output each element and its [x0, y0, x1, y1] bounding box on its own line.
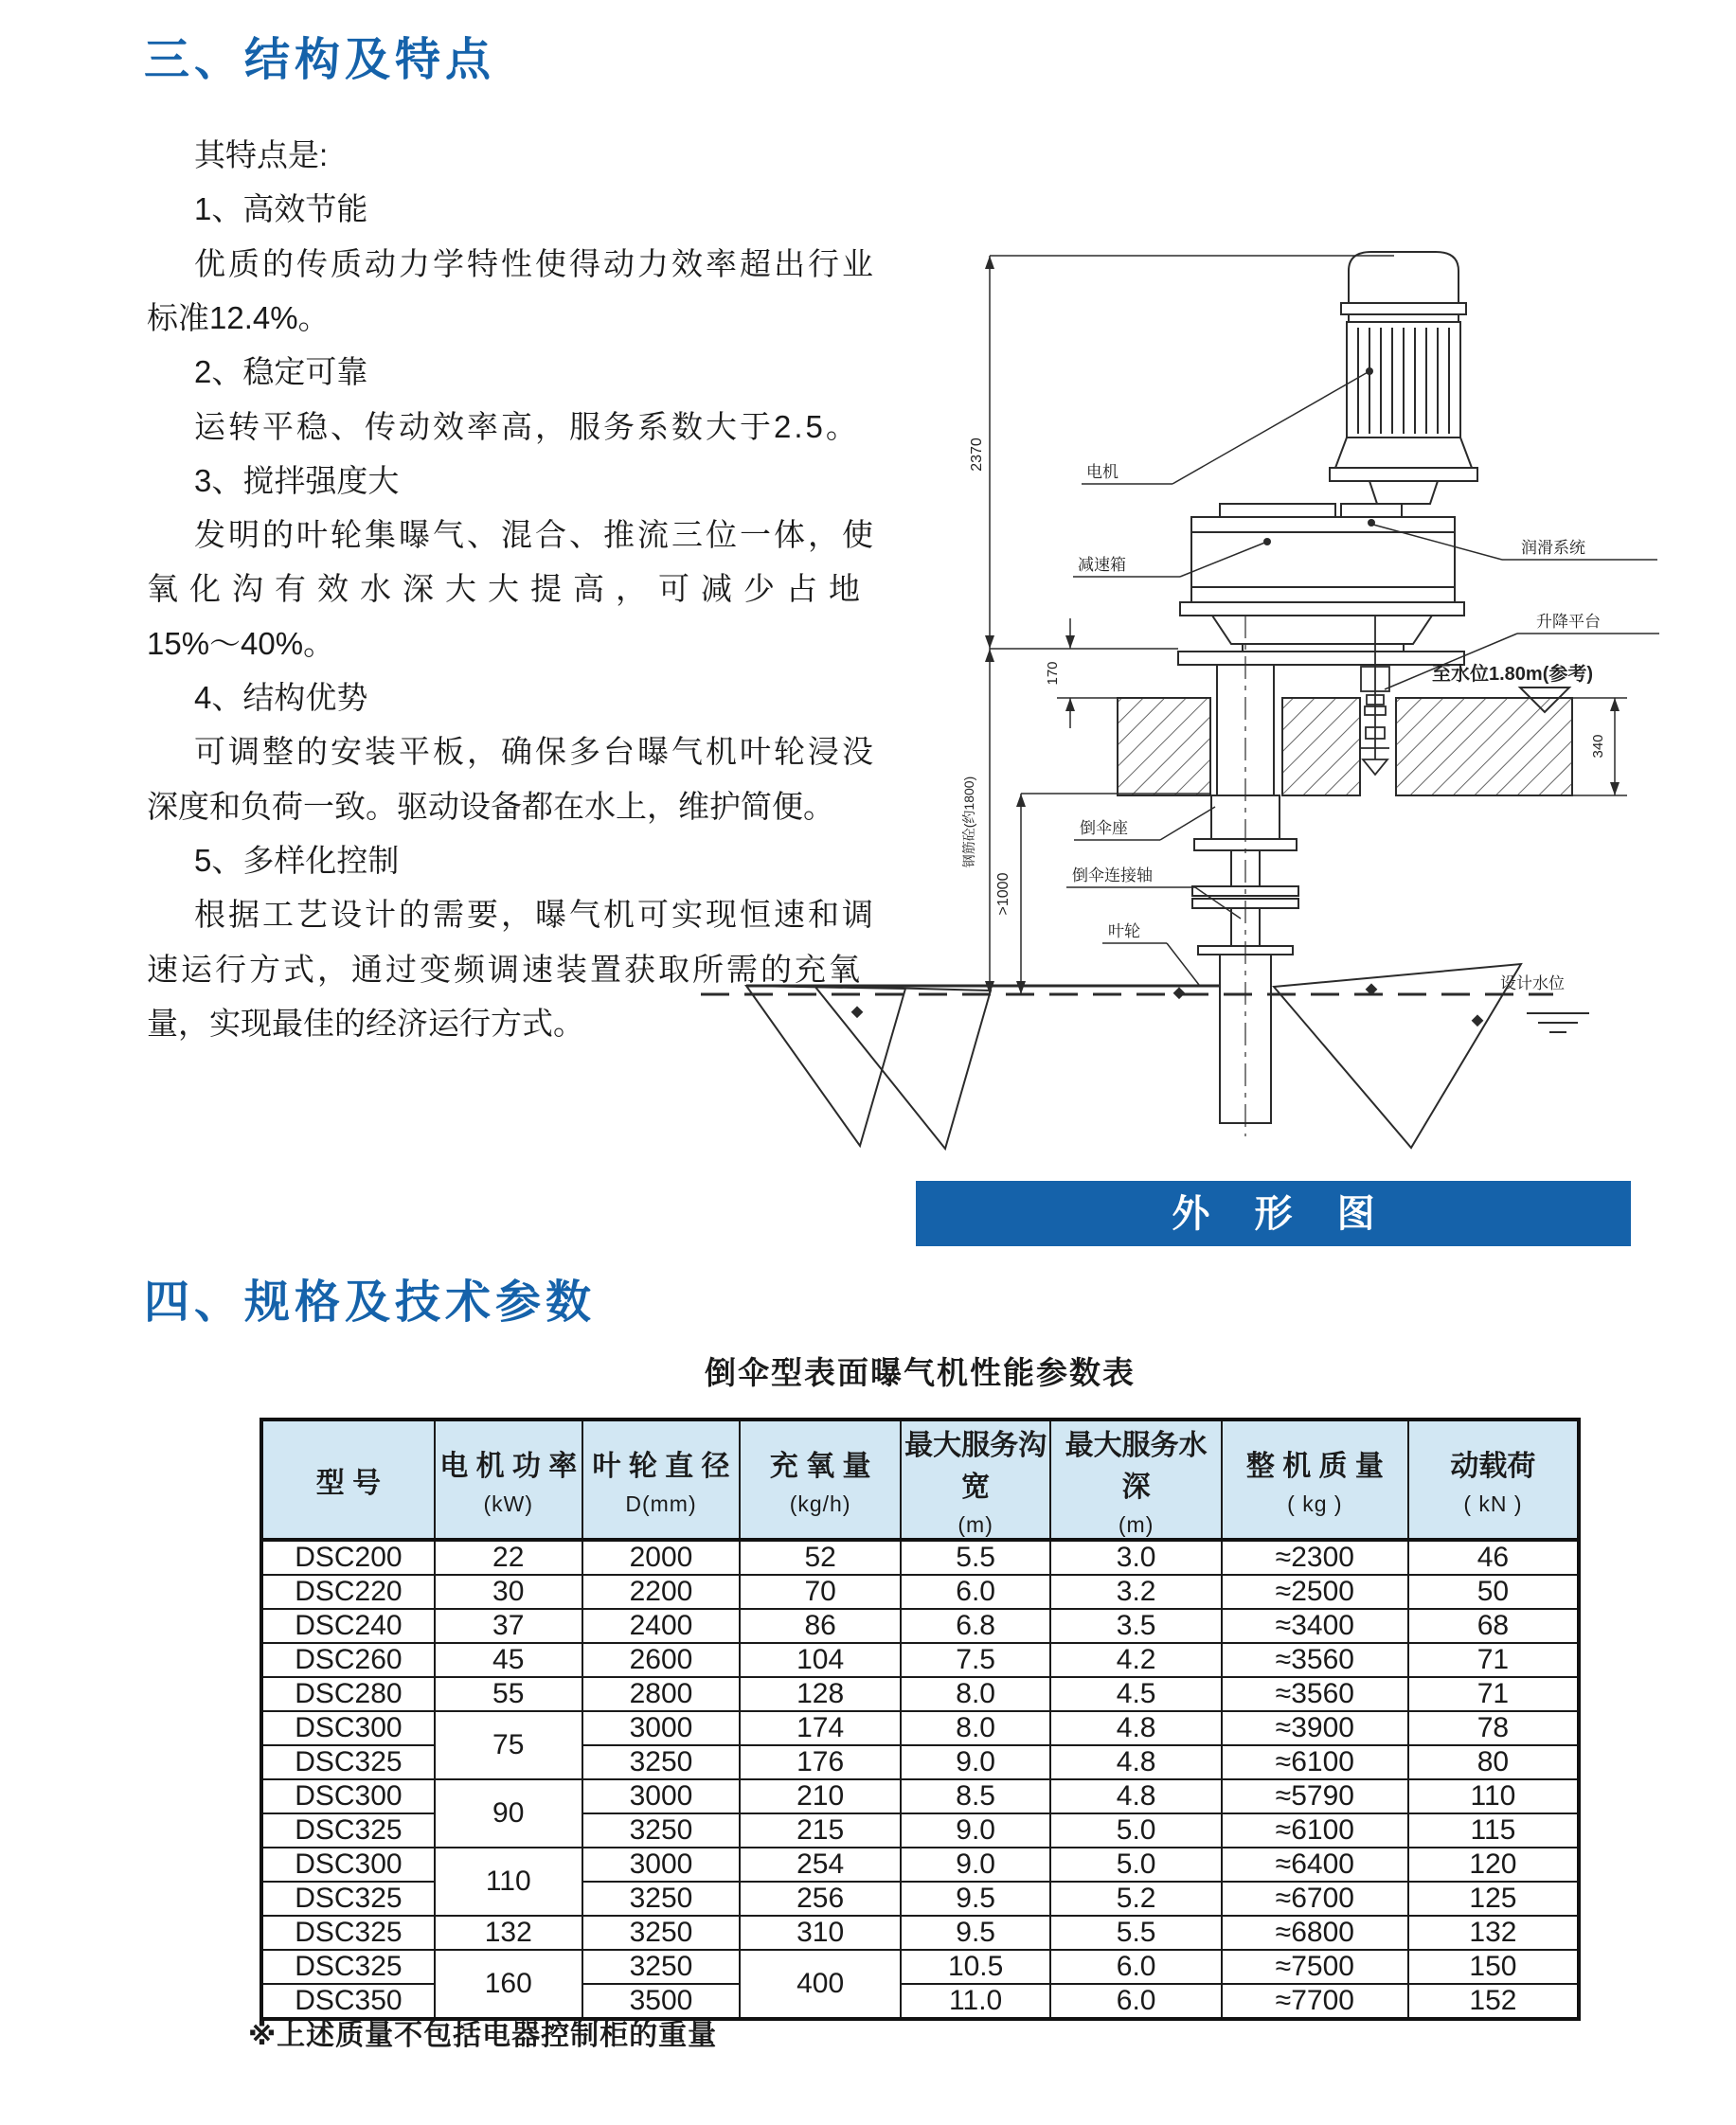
- table-cell: 110: [435, 1848, 582, 1916]
- table-cell: 78: [1408, 1711, 1579, 1745]
- table-cell: 7.5: [901, 1643, 1051, 1677]
- table-cell: 176: [740, 1745, 901, 1779]
- label-umbrella-seat: 倒伞座: [1080, 819, 1128, 837]
- table-cell: DSC300: [261, 1848, 435, 1882]
- table-cell: 86: [740, 1609, 901, 1643]
- table-cell: DSC220: [261, 1575, 435, 1609]
- table-cell: 75: [435, 1711, 582, 1779]
- table-cell: ≈3900: [1222, 1711, 1408, 1745]
- table-cell: 128: [740, 1677, 901, 1711]
- table-cell: 400: [740, 1950, 901, 2019]
- label-lift-platform: 升降平台: [1536, 613, 1601, 631]
- table-cell: 52: [740, 1540, 901, 1575]
- label-motor: 电机: [1086, 463, 1119, 481]
- label-impeller: 叶轮: [1108, 922, 1140, 940]
- table-cell: 50: [1408, 1575, 1579, 1609]
- table-cell: DSC325: [261, 1813, 435, 1848]
- table-cell: 4.8: [1050, 1711, 1222, 1745]
- table-cell: DSC260: [261, 1643, 435, 1677]
- impeller-shape: [746, 964, 1521, 1149]
- table-row: [261, 1950, 1579, 1984]
- table-row: [261, 1848, 1579, 1882]
- feature-text-line: 2、稳定可靠: [194, 354, 368, 390]
- table-cell: 210: [740, 1779, 901, 1813]
- table-cell: ≈6800: [1222, 1916, 1408, 1950]
- table-cell: 3250: [582, 1745, 741, 1779]
- performance-table: [260, 1418, 1581, 2021]
- table-cell: 3000: [582, 1848, 741, 1882]
- table-cell: 5.0: [1050, 1813, 1222, 1848]
- table-cell: 5.5: [1050, 1916, 1222, 1950]
- table-footnote: ※上述质量不包括电器控制柜的重量: [248, 2020, 718, 2051]
- table-cell: 150: [1408, 1950, 1579, 1984]
- lifting-device-shape: [1361, 616, 1389, 775]
- table-cell: 45: [435, 1643, 582, 1677]
- table-row: [261, 1609, 1579, 1643]
- table-cell: 115: [1408, 1813, 1579, 1848]
- concrete-slab-shape: [1118, 698, 1572, 795]
- gearbox-shape: [1178, 504, 1464, 665]
- caption-text: 外 形 图: [1172, 1192, 1392, 1235]
- table-cell: 6.0: [1050, 1984, 1222, 2019]
- table-cell: DSC325: [261, 1950, 435, 1984]
- table-cell: DSC300: [261, 1779, 435, 1813]
- feature-text-line: 1、高效节能: [194, 191, 368, 227]
- table-cell: 160: [435, 1950, 582, 2019]
- table-cell: 132: [1408, 1916, 1579, 1950]
- table-cell: 9.0: [901, 1745, 1051, 1779]
- table-cell: ≈5790: [1222, 1779, 1408, 1813]
- section3-heading: 三、结构及特点: [144, 35, 496, 85]
- table-cell: 3.2: [1050, 1575, 1222, 1609]
- label-to-water-level: 至水位1.80m(参考): [1432, 664, 1594, 685]
- table-cell: 125: [1408, 1882, 1579, 1916]
- table-row: [261, 1643, 1579, 1677]
- table-cell: 2200: [582, 1575, 741, 1609]
- feature-text-line: 标准12.4%。: [147, 299, 330, 335]
- column-header: 动载荷 ( kN ): [1408, 1420, 1579, 1540]
- label-gearbox: 减速箱: [1078, 556, 1126, 574]
- dim-2370: 2370: [969, 438, 985, 472]
- outline-drawing: [663, 170, 1733, 1174]
- table-cell: 2000: [582, 1540, 741, 1575]
- column-header: 整 机 质 量 ( kg ): [1222, 1420, 1408, 1540]
- table-cell: ≈6100: [1222, 1813, 1408, 1848]
- table-cell: 71: [1408, 1643, 1579, 1677]
- label-lubrication: 润滑系统: [1521, 539, 1585, 557]
- table-cell: 215: [740, 1813, 901, 1848]
- table-cell: 30: [435, 1575, 582, 1609]
- table-cell: 8.0: [901, 1677, 1051, 1711]
- column-header: 最大服务水深 (m): [1050, 1420, 1222, 1540]
- table-cell: DSC200: [261, 1540, 435, 1575]
- table-row: [261, 1779, 1579, 1813]
- table-cell: DSC350: [261, 1984, 435, 2019]
- table-cell: 3250: [582, 1813, 741, 1848]
- dim-170: 170: [1045, 661, 1061, 686]
- table-cell: 8.5: [901, 1779, 1051, 1813]
- table-cell: DSC240: [261, 1609, 435, 1643]
- feature-text-line: 可调整的安装平板，确保多台曝气机叶轮浸没: [194, 734, 876, 770]
- table-cell: 90: [435, 1779, 582, 1848]
- table-cell: 3000: [582, 1711, 741, 1745]
- table-cell: 3250: [582, 1950, 741, 1984]
- table-cell: 120: [1408, 1848, 1579, 1882]
- table-cell: 9.5: [901, 1916, 1051, 1950]
- table-cell: 3250: [582, 1882, 741, 1916]
- table-cell: 9.0: [901, 1813, 1051, 1848]
- table-row: [261, 1916, 1579, 1950]
- table-cell: 70: [740, 1575, 901, 1609]
- table-cell: 3.5: [1050, 1609, 1222, 1643]
- table-cell: 5.2: [1050, 1882, 1222, 1916]
- table-cell: ≈6700: [1222, 1882, 1408, 1916]
- table-header: [261, 1420, 1579, 1540]
- table-cell: 55: [435, 1677, 582, 1711]
- table-cell: ≈3560: [1222, 1643, 1408, 1677]
- feature-text-line: 4、结构优势: [194, 680, 368, 715]
- table-cell: ≈2500: [1222, 1575, 1408, 1609]
- table-cell: DSC325: [261, 1882, 435, 1916]
- column-header: 最大服务沟宽 (m): [901, 1420, 1051, 1540]
- table-cell: 3.0: [1050, 1540, 1222, 1575]
- feature-text-line: 运转平稳、传动效率高，服务系数大于2.5。: [194, 408, 860, 444]
- table-cell: ≈3560: [1222, 1677, 1408, 1711]
- table-cell: 104: [740, 1643, 901, 1677]
- table-cell: 3000: [582, 1779, 741, 1813]
- table-cell: 2600: [582, 1643, 741, 1677]
- table-cell: 10.5: [901, 1950, 1051, 1984]
- table-cell: ≈2300: [1222, 1540, 1408, 1575]
- table-cell: 2800: [582, 1677, 741, 1711]
- table-cell: 8.0: [901, 1711, 1051, 1745]
- table-cell: 5.0: [1050, 1848, 1222, 1882]
- table-cell: 11.0: [901, 1984, 1051, 2019]
- table-cell: 254: [740, 1848, 901, 1882]
- table-cell: 4.8: [1050, 1745, 1222, 1779]
- shaft-shape: [1192, 616, 1298, 1136]
- table-cell: DSC300: [261, 1711, 435, 1745]
- table-cell: ≈7700: [1222, 1984, 1408, 2019]
- feature-text-line: 量，实现最佳的经济运行方式。: [147, 1005, 584, 1041]
- table-cell: 80: [1408, 1745, 1579, 1779]
- table-cell: 68: [1408, 1609, 1579, 1643]
- table-cell: 2400: [582, 1609, 741, 1643]
- table-cell: 6.0: [901, 1575, 1051, 1609]
- feature-text-line: 其特点是:: [194, 137, 329, 172]
- feature-text-line: 优质的传质动力学特性使得动力效率超出行业: [194, 245, 876, 281]
- dim-concrete: 钢筋砼(约1800): [961, 776, 976, 868]
- table-cell: 4.2: [1050, 1643, 1222, 1677]
- table-cell: 9.5: [901, 1882, 1051, 1916]
- table-cell: DSC325: [261, 1745, 435, 1779]
- aerator-machine: [701, 252, 1659, 1149]
- table-cell: 256: [740, 1882, 901, 1916]
- table-cell: 22: [435, 1540, 582, 1575]
- table-cell: 110: [1408, 1779, 1579, 1813]
- section4-heading: 四、规格及技术参数: [144, 1277, 597, 1328]
- table-cell: ≈7500: [1222, 1950, 1408, 1984]
- table-cell: 46: [1408, 1540, 1579, 1575]
- table-cell: ≈3400: [1222, 1609, 1408, 1643]
- table-body: [261, 1540, 1579, 2019]
- outline-drawing-caption: [916, 1181, 1631, 1246]
- table-cell: 310: [740, 1916, 901, 1950]
- feature-text-line: 根据工艺设计的需要，曝气机可实现恒速和调: [194, 897, 876, 933]
- table-row: [261, 1677, 1579, 1711]
- table-cell: 6.0: [1050, 1950, 1222, 1984]
- label-design-water-level: 设计水位: [1500, 974, 1565, 992]
- table-cell: 5.5: [901, 1540, 1051, 1575]
- column-header: 型 号: [261, 1420, 435, 1540]
- feature-text-line: 发明的叶轮集曝气、混合、推流三位一体，使: [194, 517, 876, 553]
- dim-340: 340: [1590, 734, 1606, 759]
- table-cell: 9.0: [901, 1848, 1051, 1882]
- table-cell: 4.5: [1050, 1677, 1222, 1711]
- table-cell: 4.8: [1050, 1779, 1222, 1813]
- table-cell: 37: [435, 1609, 582, 1643]
- table-cell: DSC280: [261, 1677, 435, 1711]
- table-cell: 174: [740, 1711, 901, 1745]
- motor-shape: [1330, 252, 1477, 504]
- feature-text-line: 深度和负荷一致。驱动设备都在水上，维护简便。: [147, 788, 834, 824]
- feature-text-line: 15%～40%。: [147, 625, 335, 661]
- column-header: 电 机 功 率 (kW): [435, 1420, 582, 1540]
- table-cell: ≈6100: [1222, 1745, 1408, 1779]
- feature-text-line: 3、搅拌强度大: [194, 462, 400, 498]
- table-cell: ≈6400: [1222, 1848, 1408, 1882]
- label-connecting-shaft: 倒伞连接轴: [1072, 866, 1153, 884]
- feature-text-line: 氧化沟有效水深大大提高，可减少占地: [147, 571, 871, 607]
- table-cell: 6.8: [901, 1609, 1051, 1643]
- table-cell: 71: [1408, 1677, 1579, 1711]
- table-cell: DSC325: [261, 1916, 435, 1950]
- table-title: 倒伞型表面曝气机性能参数表: [705, 1355, 1136, 1390]
- feature-text-line: 5、多样化控制: [194, 842, 400, 878]
- column-header: 充 氧 量 (kg/h): [740, 1420, 901, 1540]
- feature-text-line: 速运行方式，通过变频调速装置获取所需的充氧: [147, 951, 863, 987]
- table-cell: 152: [1408, 1984, 1579, 2019]
- dim-1000: >1000: [995, 872, 1011, 916]
- table-row: [261, 1575, 1579, 1609]
- table-cell: 3500: [582, 1984, 741, 2019]
- table-row: [261, 1540, 1579, 1575]
- table-cell: 3250: [582, 1916, 741, 1950]
- table-row: [261, 1711, 1579, 1745]
- column-header: 叶 轮 直 径 D(mm): [582, 1420, 741, 1540]
- table-cell: 132: [435, 1916, 582, 1950]
